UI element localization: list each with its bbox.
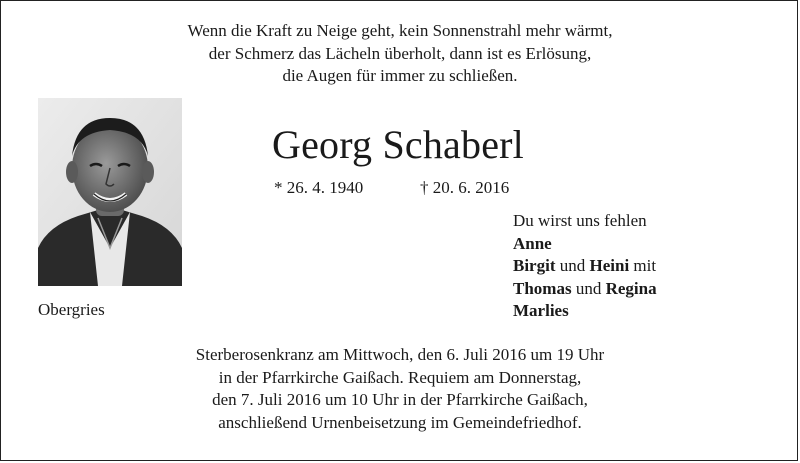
- family-member: Marlies: [513, 301, 569, 320]
- poem: [0, 20, 800, 88]
- poem-line: der Schmerz das Lächeln überholt, dann ist es Erlösung,: [208, 43, 592, 63]
- notice-line: anschließend Urnenbeisetzung im Gemeindefriedhof.: [218, 412, 582, 432]
- poem-line: die Augen für immer zu schließen.: [282, 66, 518, 85]
- conjunction: und: [575, 278, 602, 298]
- notice-line: Sterberosenkranz am Mittwoch, den 6. Juli 2016 um 19 Uhr: [195, 345, 605, 364]
- family-line: [513, 255, 657, 278]
- deceased-name: Georg Schaberl: [272, 122, 524, 167]
- death-date: † 20. 6. 2016: [420, 178, 510, 197]
- portrait-photo: [38, 98, 182, 286]
- conjunction: und: [559, 256, 586, 275]
- family-member: Thomas: [513, 278, 572, 298]
- family-member: Birgit: [513, 256, 556, 275]
- notice-line: den 7. Juli 2016 um 10 Uhr in der Pfarrkirche Gaißach,: [212, 390, 588, 409]
- family-member: Heini: [589, 256, 630, 275]
- family-intro: Du wirst uns fehlen: [513, 211, 647, 230]
- family-member: Regina: [605, 278, 657, 298]
- conjunction: mit: [633, 256, 657, 275]
- place-of-residence: Obergries: [38, 300, 105, 319]
- birth-date: * 26. 4. 1940: [274, 178, 364, 197]
- notice-line: in der Pfarrkirche Gaißach. Requiem am Donnerstag,: [218, 367, 582, 387]
- family-line: [513, 233, 657, 256]
- family-line: [513, 300, 657, 323]
- family-signature: [513, 210, 657, 323]
- poem-line: Wenn die Kraft zu Neige geht, kein Sonnenstrahl mehr wärmt,: [187, 21, 613, 40]
- family-member: Anne: [513, 233, 552, 253]
- family-line: [513, 278, 657, 301]
- service-notice: [0, 344, 800, 434]
